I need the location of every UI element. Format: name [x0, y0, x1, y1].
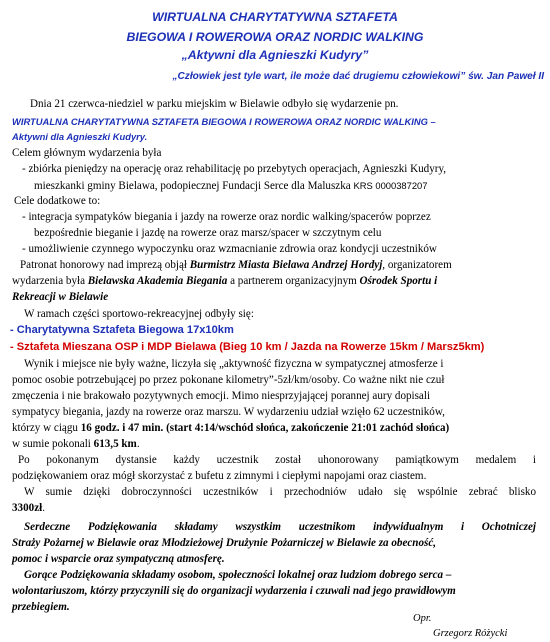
- paragraph-1-line-6: w sumie pokonali 613,5 km.: [12, 438, 140, 450]
- parts-label: W ramach części sportowo-rekreacyjnej odbyły się:: [24, 308, 254, 320]
- part-item-mixed-relay: - Sztafeta Mieszana OSP i MDP Bielawa (Bieg 10 km / Jazda na Rowerze 15km / Marsz5km): [10, 341, 485, 353]
- extra-goal-1-cont: bezpośrednie bieganie i jazdę na rowerze oraz marsz/spacer w szczytnym celu: [34, 227, 382, 239]
- motto-quote: „Człowiek jest tyle wart, ile może dać drugiemu człowiekowi” św. Jan Paweł II: [172, 71, 544, 82]
- thanks-1-line-1: Serdeczne Podziękowania składamy wszystkim uczestnikom indywidualnym i Ochotniczej: [24, 521, 536, 533]
- signature-label: Opr.: [413, 613, 432, 624]
- signature-name: Grzegorz Różycki: [433, 628, 508, 639]
- extra-goal-1: - integracja sympatyków biegania i jazdy na rowerze oraz nordic walking/spacerów poprzez: [22, 211, 431, 223]
- amount-collected: 3300zł: [12, 502, 43, 514]
- part-item-relay-run: - Charytatywna Sztafeta Biegowa 17x10km: [10, 324, 234, 336]
- paragraph-3-line-2: 3300zł.: [12, 502, 45, 514]
- patron-line-3: Rekreacji w Bielawie: [12, 291, 109, 303]
- thanks-2-line-1: Gorące Podziękowania składamy osobom, społeczności lokalnej oraz ludziom dobrego serca –: [24, 569, 452, 581]
- event-title-line-1: WIRTUALNA CHARYTATYWNA SZTAFETA BIEGOWA I ROWEROWA ORAZ NORDIC WALKING –: [12, 116, 436, 127]
- goal-label: Celem głównym wydarzenia była: [12, 147, 162, 159]
- title-line-1: WIRTUALNA CHARYTATYWNA SZTAFETA: [152, 10, 398, 24]
- paragraph-1-line-1: Wynik i miejsce nie były ważne, liczyła się „aktywność fizyczna w sympatycznej atmosferze i: [24, 358, 444, 370]
- thanks-2-line-3: przebiegiem.: [12, 601, 70, 613]
- krs-number: KRS 0000387207: [353, 180, 428, 191]
- paragraph-3-line-1: W sumie dzięki dobroczynności uczestników i przechodniów udało się wspólnie zebrać blisko: [24, 486, 536, 498]
- paragraph-1-line-5: którzy w ciągu 16 godz. i 47 min. (start 4:14/wschód słońca, zakończenie 21:01 zachód słońca): [12, 422, 450, 434]
- subtitle: „Aktywni dla Agnieszki Kudyry”: [181, 48, 369, 62]
- thanks-1-line-3: pomoc i wsparcie oraz sympatyczną atmosferę.: [12, 553, 225, 565]
- paragraph-2-line-1: Po pokonanym dystansie każdy uczestnik został uhonorowany pamiątkowym medalem i: [18, 454, 536, 466]
- patron-line-2: wydarzenia była Bielawska Akademia Biegania a partnerem organizacyjnym Ośrodek Sportu i: [12, 275, 438, 287]
- goal-item-1: - zbiórka pieniędzy na operację oraz rehabilitację po przebytych operacjach, Agnieszki Kudyry,: [22, 163, 447, 175]
- paragraph-1-line-2: pomoc osobie potrzebującej po przez pokonane kilometry”-5zł/km/osoby. Co ważne nikt nie czuł: [12, 374, 445, 386]
- paragraph-1-line-3: zmęczenia i nie brakowało pozytywnych emocji. Mimo niesprzyjającej porannej aury dopisali: [12, 390, 431, 402]
- paragraph-1-line-4: sympatycy biegania, jazdy na rowerze oraz marszu. W wydarzeniu udział wzięło 62 uczestników,: [12, 406, 445, 418]
- paragraph-2-line-2: podziękowaniem oraz mógł skorzystać z bufetu z zimnymi i ciepłymi napojami oraz ciastem.: [12, 470, 427, 482]
- thanks-1-line-2: Straży Pożarnej w Bielawie oraz Młodzieżowej Drużynie Pożarniczej w Bielawie za obecność,: [12, 537, 437, 549]
- extra-goals-label: Cele dodatkowe to:: [14, 195, 101, 207]
- event-title-line-2: Aktywni dla Agnieszki Kudyry.: [12, 131, 148, 142]
- intro-text: Dnia 21 czerwca-niedziel w parku miejskim w Bielawie odbyło się wydarzenie pn.: [30, 98, 399, 110]
- goal-item-1-cont: mieszkanki gminy Bielawa, podopiecznej Fundacji Serce dla Maluszka KRS 0000387207: [34, 180, 428, 192]
- thanks-2-line-2: wolontariuszom, którzy przyczynili się do organizacji wydarzenia i czuwali nad jego prawidłowym: [12, 585, 456, 597]
- title-line-2: BIEGOWA I ROWEROWA ORAZ NORDIC WALKING: [126, 30, 424, 44]
- extra-goal-2: - umożliwienie czynnego wypoczynku oraz wzmacnianie zdrowia oraz kondycji uczestników: [22, 243, 437, 255]
- patron-line-1: Patronat honorowy nad imprezą objął Burmistrz Miasta Bielawa Andrzej Hordyj, organizatorem: [20, 259, 452, 271]
